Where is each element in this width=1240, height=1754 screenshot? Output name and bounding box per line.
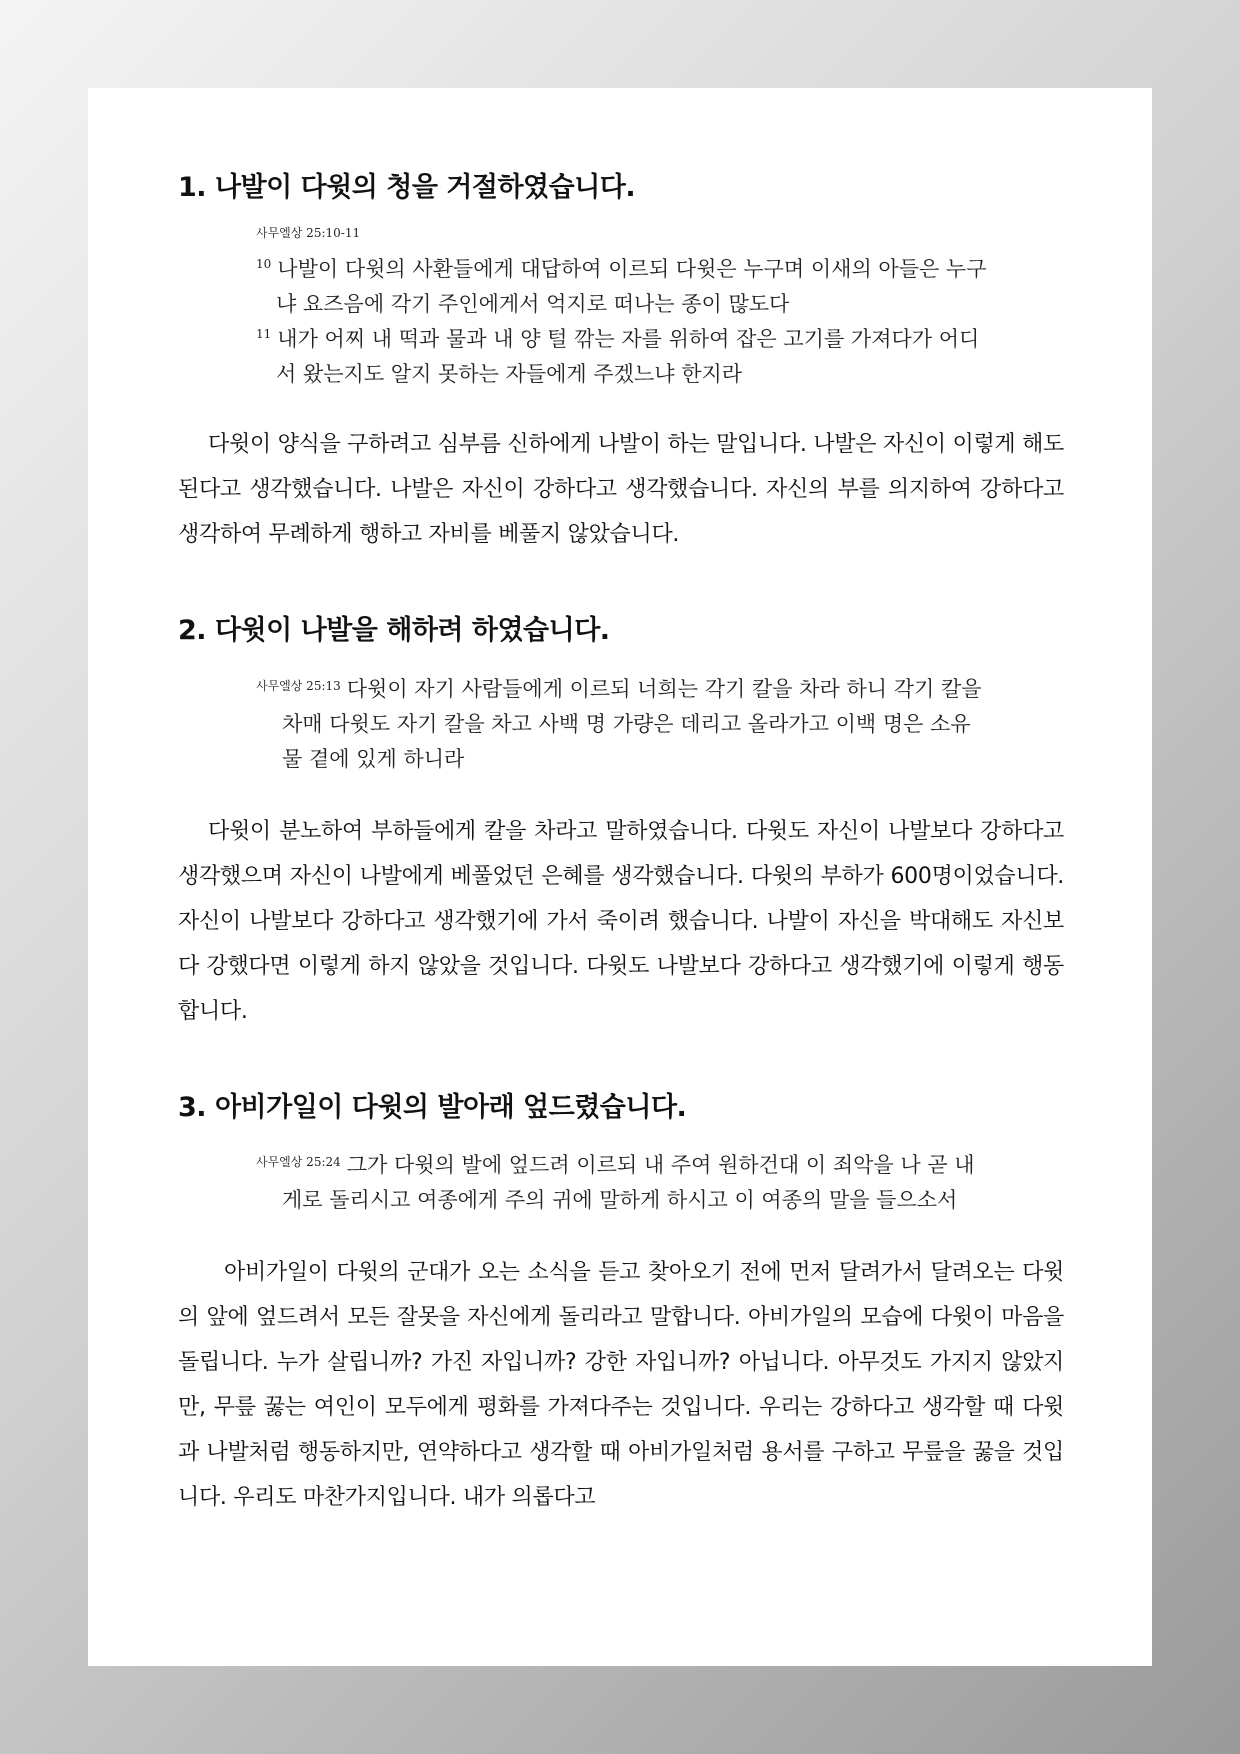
verse	[256, 672, 988, 777]
verse-number: 11	[256, 327, 272, 342]
body-paragraph-3: 아비가일이 다윗의 군대가 오는 소식을 듣고 찾아오기 전에 먼저 달려가서 달려오는 다윗의 앞에 엎드려서 모든 잘못을 자신에게 돌리라고 말합니다. 아비가일의 모습에 다윗이 마음을 돌립니다. 누가 살립니까? 가진 자입니까? 강한 자입니까? 아닙니다. 아무것도 가지지 않았지만, 무릎 꿇는 여인이 모두에게 평화를 가져다주는 것입니다. 우리는 강하다고 생각할 때 다윗과 나발처럼 행동하지만, 연약하다고 생각할 때 아비가일처럼 용서를 구하고 무릎을 꿇을 것입니다. 우리도 마찬가지입니다. 내가 의롭다고	[178, 1260, 1064, 1511]
body-paragraph-2: 다윗이 분노하여 부하들에게 칼을 차라고 말하였습니다. 다윗도 자신이 나발보다 강하다고 생각했으며 자신이 나발에게 베풀었던 은혜를 생각했습니다. 다윗의 부하가 600명이었습니다. 자신이 나발보다 강하다고 생각했기에 가서 죽이려 했습니다. 나발이 자신을 박대해도 자신보다 강했다면 이렇게 하지 않았을 것입니다. 다윗도 나발보다 강하다고 생각했기에 이렇게 행동합니다.	[178, 818, 1064, 1024]
scripture-quote-2	[256, 672, 988, 777]
verse-number: 10	[256, 257, 272, 272]
document-page	[88, 88, 1152, 1666]
verse-text: 그가 다윗의 발에 엎드려 이르되 내 주여 원하건대 이 죄악을 나 곧 내게로 돌리시고 여종에게 주의 귀에 말하게 하시고 이 여종의 말을 들으소서	[282, 1153, 975, 1213]
verse	[256, 1148, 988, 1218]
scripture-quote-3	[256, 1148, 988, 1218]
verse	[256, 252, 988, 322]
verse-text: 나발이 다윗의 사환들에게 대답하여 이르되 다윗은 누구며 이새의 아들은 누구냐 요즈음에 각기 주인에게서 억지로 떠나는 종이 많도다	[276, 257, 987, 317]
section-heading-2: 2. 다윗이 나발을 해하려 하였습니다.	[178, 615, 610, 647]
verse-text: 다윗이 자기 사람들에게 이르되 너희는 각기 칼을 차라 하니 각기 칼을 차매 다윗도 자기 칼을 차고 사백 명 가량은 데리고 올라가고 이백 명은 소유물 곁에 있게 하니라	[282, 676, 982, 771]
verse-text: 내가 어찌 내 떡과 물과 내 양 털 깎는 자를 위하여 잡은 고기를 가져다가 어디서 왔는지도 알지 못하는 자들에게 주겠느냐 한지라	[276, 327, 980, 387]
scripture-quote-1	[256, 224, 988, 392]
section-heading-1: 1. 나발이 다윗의 청을 거절하였습니다.	[178, 172, 636, 203]
section-heading-3: 3. 아비가일이 다윗의 발아래 엎드렸습니다.	[178, 1091, 687, 1123]
scripture-reference: 사무엘상 25:13	[256, 678, 341, 693]
scripture-reference: 사무엘상 25:10-11	[256, 226, 361, 241]
body-paragraph-1: 다윗이 양식을 구하려고 심부름 신하에게 나발이 하는 말입니다. 나발은 자신이 이렇게 해도 된다고 생각했습니다. 나발은 자신이 강하다고 생각했습니다. 자신의 부를 의지하여 강하다고 생각하여 무례하게 행하고 자비를 베풀지 않았습니다.	[178, 432, 1064, 548]
verse	[256, 322, 988, 392]
scripture-reference: 사무엘상 25:24	[256, 1155, 341, 1170]
